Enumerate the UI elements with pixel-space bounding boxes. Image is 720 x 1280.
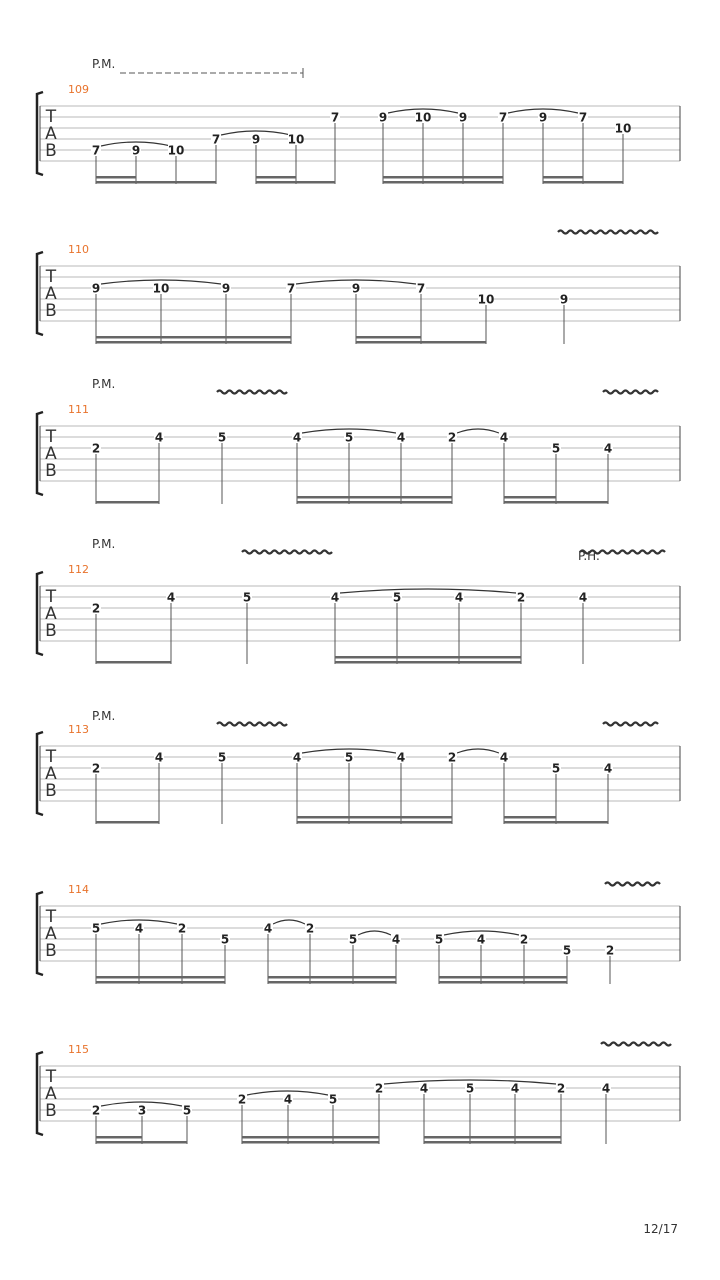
fret-number: 9 (251, 132, 261, 147)
fret-number: 4 (292, 430, 302, 445)
tab-clef-letter: A (45, 604, 57, 624)
beam (383, 181, 503, 184)
fret-number: 5 (242, 590, 252, 605)
fret-number: 4 (166, 590, 176, 605)
beam-secondary (96, 1136, 142, 1139)
fret-number: 4 (330, 590, 340, 605)
beam-secondary (96, 976, 225, 979)
tab-clef-letter: T (45, 907, 57, 927)
tab-clef-letter: B (45, 1101, 57, 1121)
fret-number: 2 (91, 441, 101, 456)
fret-number: 5 (182, 1103, 192, 1118)
fret-number: 5 (344, 430, 354, 445)
tab-clef-letter: B (45, 781, 57, 801)
fret-number: 7 (330, 110, 340, 125)
slur (358, 931, 391, 935)
tab-clef-letter: B (45, 141, 57, 161)
beam-secondary (504, 816, 556, 819)
beam (356, 341, 486, 344)
measure-number: 114 (68, 883, 89, 896)
fret-number: 5 (551, 761, 561, 776)
fret-number: 4 (476, 932, 486, 947)
beam-secondary (543, 176, 583, 179)
fret-number: 5 (344, 750, 354, 765)
fret-number: 4 (292, 750, 302, 765)
pinch-harmonic-label: P.H. (578, 549, 600, 563)
beam (504, 501, 608, 504)
tab-system (37, 709, 680, 824)
measure-number: 112 (68, 563, 89, 576)
beam-secondary (335, 656, 521, 659)
fret-number: 10 (614, 121, 632, 136)
tab-clef-letter: A (45, 1084, 57, 1104)
fret-number: 4 (578, 590, 588, 605)
vibrato-mark (601, 1043, 671, 1046)
beam (96, 821, 159, 824)
fret-number: 2 (556, 1081, 566, 1096)
fret-number: 10 (414, 110, 432, 125)
fret-number: 9 (458, 110, 468, 125)
beam-secondary (256, 176, 296, 179)
beam-secondary (439, 976, 567, 979)
vibrato-mark (242, 551, 332, 554)
tab-clef-letter: T (45, 747, 57, 767)
fret-number: 2 (91, 761, 101, 776)
beam (96, 1141, 187, 1144)
fret-number: 2 (305, 921, 315, 936)
fret-number: 2 (374, 1081, 384, 1096)
measure-number: 113 (68, 723, 89, 736)
beam (504, 821, 608, 824)
palm-mute-label: P.M. (92, 537, 116, 551)
tab-clef-letter: B (45, 941, 57, 961)
fret-number: 4 (396, 430, 406, 445)
fret-number: 2 (519, 932, 529, 947)
measure-number: 110 (68, 243, 89, 256)
fret-number: 5 (220, 932, 230, 947)
fret-number: 7 (91, 143, 101, 158)
beam-secondary (297, 496, 452, 499)
fret-number: 5 (217, 430, 227, 445)
fret-number: 4 (134, 921, 144, 936)
fret-number: 2 (237, 1092, 247, 1107)
tab-system (37, 377, 680, 504)
tab-clef-letter: B (45, 301, 57, 321)
fret-number: 5 (551, 441, 561, 456)
vibrato-mark (605, 883, 660, 886)
beam (96, 341, 291, 344)
beam-secondary (268, 976, 396, 979)
beam-secondary (356, 336, 421, 339)
beam-secondary (424, 1136, 561, 1139)
palm-mute-label: P.M. (92, 709, 116, 723)
fret-number: 7 (211, 132, 221, 147)
fret-number: 4 (154, 430, 164, 445)
fret-number: 2 (605, 943, 615, 958)
fret-number: 2 (516, 590, 526, 605)
vibrato-mark (558, 231, 658, 234)
fret-number: 4 (263, 921, 273, 936)
fret-number: 5 (434, 932, 444, 947)
vibrato-mark (217, 723, 287, 726)
beam (335, 661, 521, 664)
fret-number: 4 (510, 1081, 520, 1096)
fret-number: 10 (152, 281, 170, 296)
page-number: 12/17 (643, 1222, 678, 1236)
beam (96, 501, 159, 504)
tab-clef-letter: B (45, 621, 57, 641)
fret-number: 9 (91, 281, 101, 296)
fret-number: 9 (378, 110, 388, 125)
beam (96, 981, 225, 984)
tab-clef-letter: T (45, 1067, 57, 1087)
tab-clef-letter: T (45, 427, 57, 447)
beam (256, 181, 335, 184)
fret-number: 7 (578, 110, 588, 125)
fret-number: 2 (91, 1103, 101, 1118)
tab-clef-letter: B (45, 461, 57, 481)
tab-system (37, 537, 680, 664)
fret-number: 2 (91, 601, 101, 616)
fret-number: 4 (391, 932, 401, 947)
palm-mute-label: P.M. (92, 377, 116, 391)
tab-clef-letter: T (45, 267, 57, 287)
fret-number: 5 (328, 1092, 338, 1107)
beam (96, 181, 216, 184)
tab-clef-letter: T (45, 107, 57, 127)
fret-number: 5 (91, 921, 101, 936)
fret-number: 4 (419, 1081, 429, 1096)
fret-number: 9 (559, 292, 569, 307)
measure-number: 109 (68, 83, 89, 96)
beam (543, 181, 623, 184)
fret-number: 7 (416, 281, 426, 296)
slur (340, 589, 516, 593)
beam-secondary (504, 496, 556, 499)
beam-secondary (383, 176, 503, 179)
fret-number: 10 (287, 132, 305, 147)
fret-number: 4 (396, 750, 406, 765)
fret-number: 4 (283, 1092, 293, 1107)
fret-number: 5 (392, 590, 402, 605)
fret-number: 2 (447, 430, 457, 445)
tab-clef-letter: A (45, 124, 57, 144)
fret-number: 9 (351, 281, 361, 296)
tab-system (37, 1043, 680, 1145)
slur (457, 429, 499, 433)
tab-clef-letter: T (45, 587, 57, 607)
fret-number: 4 (454, 590, 464, 605)
fret-number: 4 (499, 430, 509, 445)
fret-number: 9 (538, 110, 548, 125)
fret-number: 5 (562, 943, 572, 958)
beam (439, 981, 567, 984)
tab-system (37, 231, 680, 345)
measure-number: 115 (68, 1043, 89, 1056)
tab-clef-letter: A (45, 924, 57, 944)
tab-clef-letter: A (45, 284, 57, 304)
measure-number: 111 (68, 403, 89, 416)
fret-number: 4 (154, 750, 164, 765)
beam-secondary (96, 176, 136, 179)
fret-number: 9 (131, 143, 141, 158)
fret-number: 5 (348, 932, 358, 947)
beam-secondary (96, 336, 291, 339)
slur (457, 749, 499, 753)
fret-number: 4 (603, 761, 613, 776)
beam (297, 821, 452, 824)
fret-number: 5 (465, 1081, 475, 1096)
slur (273, 920, 305, 924)
beam-secondary (297, 816, 452, 819)
tab-clef-letter: A (45, 764, 57, 784)
fret-number: 4 (601, 1081, 611, 1096)
beam (96, 661, 171, 664)
fret-number: 2 (177, 921, 187, 936)
tab-system (37, 883, 680, 985)
fret-number: 9 (221, 281, 231, 296)
fret-number: 5 (217, 750, 227, 765)
palm-mute-label: P.M. (92, 57, 116, 71)
beam (268, 981, 396, 984)
tab-clef-letter: A (45, 444, 57, 464)
fret-number: 3 (137, 1103, 147, 1118)
vibrato-mark (603, 391, 658, 394)
beam (424, 1141, 561, 1144)
vibrato-mark (217, 391, 287, 394)
fret-number: 10 (167, 143, 185, 158)
beam-secondary (242, 1136, 379, 1139)
tab-system (37, 57, 680, 184)
vibrato-mark (603, 723, 658, 726)
beam (297, 501, 452, 504)
fret-number: 2 (447, 750, 457, 765)
fret-number: 7 (286, 281, 296, 296)
fret-number: 10 (477, 292, 495, 307)
fret-number: 4 (499, 750, 509, 765)
fret-number: 7 (498, 110, 508, 125)
beam (242, 1141, 379, 1144)
fret-number: 4 (603, 441, 613, 456)
